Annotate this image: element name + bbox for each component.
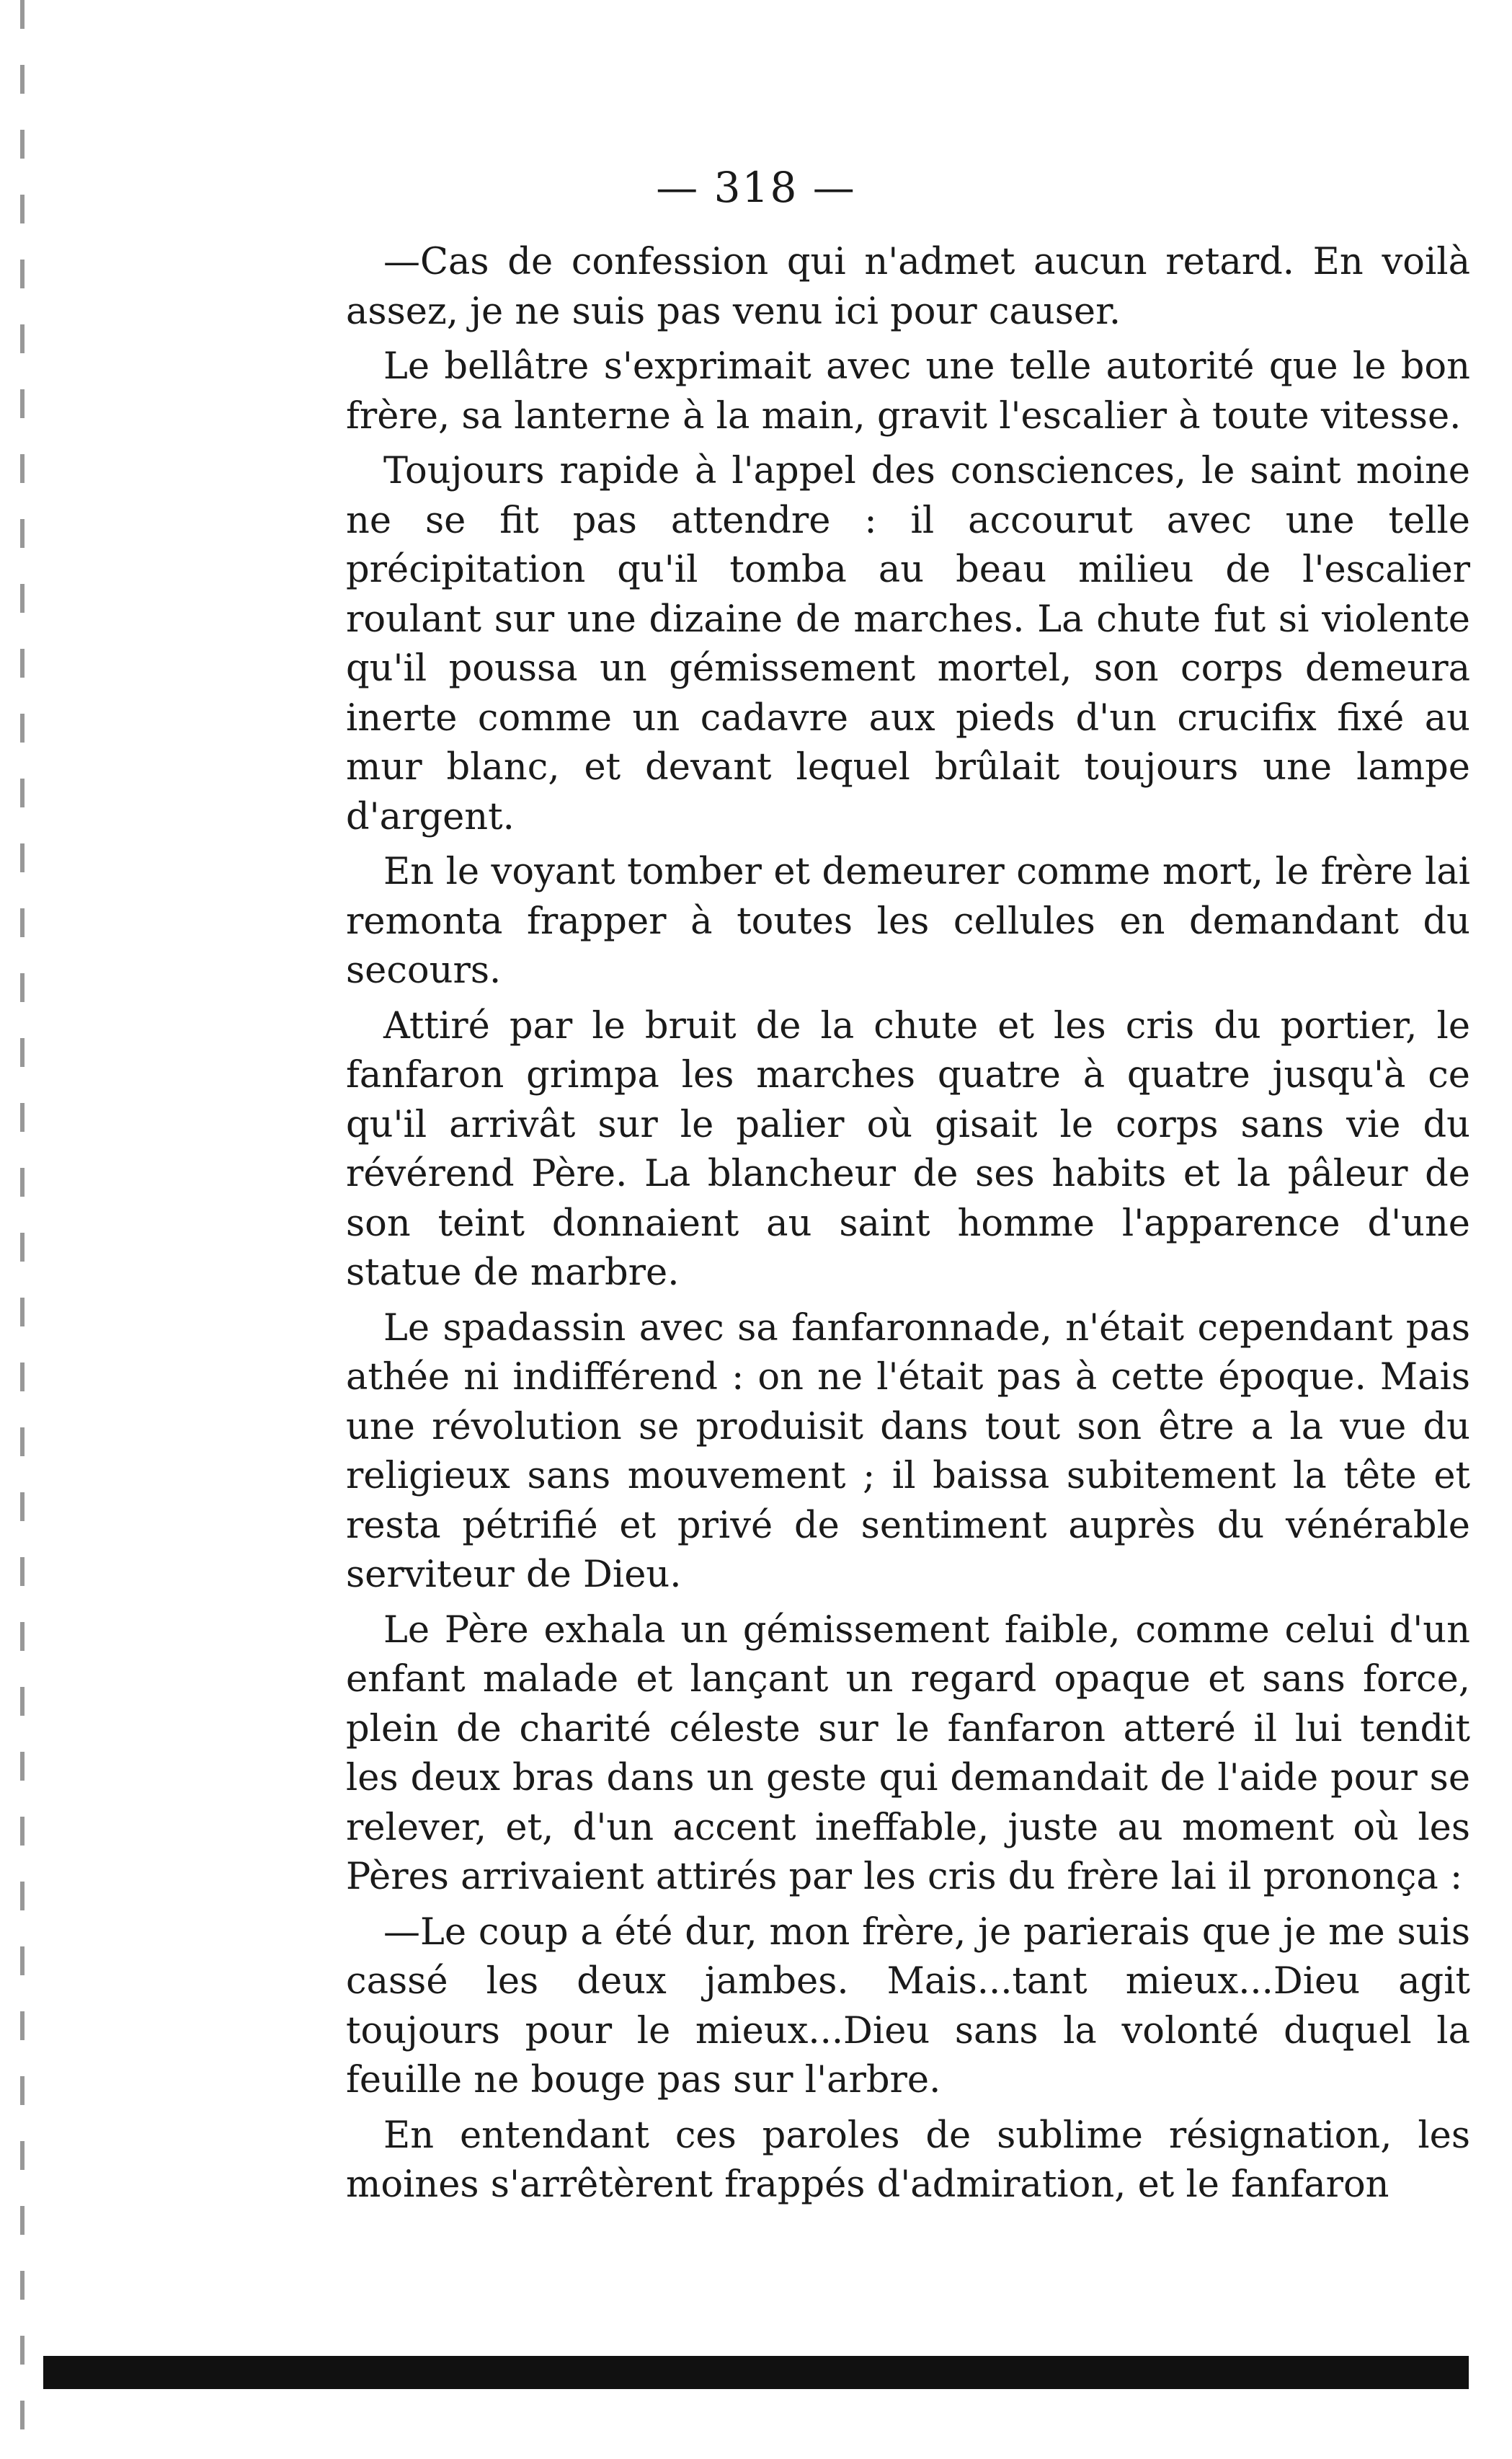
paragraph: Le Père exhala un gémissement faible, comme celui d'un enfant malade et lançant un regard opaque et sans force, plein de charité céleste sur le fanfaron atteré il lui tendit les deux bras dans un geste qui demandait de l'aide pour se relever, et, d'un accent ineffable, juste au moment où les Pères arrivaient attirés par les cris du frère lai il prononça : bbox=[346, 1608, 1470, 1898]
paragraph: Attiré par le bruit de la chute et les cris du portier, le fanfaron grimpa les marches quatre à quatre jusqu'à ce qu'il arrivât sur le palier où gisait le corps sans vie du révérend Père. La blancheur de ses habits et la pâleur de son teint donnaient au saint homme l'apparence d'une statue de marbre. bbox=[346, 1004, 1470, 1294]
paragraph: En le voyant tomber et demeurer comme mort, le frère lai remonta frapper à toutes les cellules en demandant du secours. bbox=[346, 851, 1470, 992]
scan-bottom-border bbox=[43, 2356, 1469, 2389]
paragraph: —Le coup a été dur, mon frère, je parierais que je me suis cassé les deux jambes. Mais...tant mieux...Dieu agit toujours pour le mieux...Dieu sans la volonté duquel la feuille ne bouge pas sur l'arbre. bbox=[346, 1910, 1470, 2101]
body-text bbox=[346, 238, 1470, 2210]
paragraph: Le bellâtre s'exprimait avec une telle autorité que le bon frère, sa lanterne à la main, gravit l'escalier à toute vitesse. bbox=[346, 345, 1470, 438]
scan-edge-artifact bbox=[20, 0, 25, 2459]
page-number: — 318 — bbox=[656, 163, 856, 212]
paragraph: En entendant ces paroles de sublime résignation, les moines s'arrêtèrent frappés d'admiration, et le fanfaron bbox=[346, 2114, 1470, 2206]
paragraph: Le spadassin avec sa fanfaronnade, n'était cependant pas athée ni indifférend : on ne l'était pas à cette époque. Mais une révolution se produisit dans tout son être a la vue du religieux sans mouvement ; il baissa subitement la tête et resta pétrifié et privé de sentiment auprès du vénérable serviteur de Dieu. bbox=[346, 1306, 1470, 1596]
paragraph: Toujours rapide à l'appel des consciences, le saint moine ne se fit pas attendre : il accourut avec une telle précipitation qu'il tomba au beau milieu de l'escalier roulant sur une dizaine de marches. La chute fut si violente qu'il poussa un gémissement mortel, son corps demeura inerte comme un cadavre aux pieds d'un crucifix fixé au mur blanc, et devant lequel brûlait toujours une lampe d'argent. bbox=[346, 450, 1470, 838]
paragraph: —Cas de confession qui n'admet aucun retard. En voilà assez, je ne suis pas venu ici pour causer. bbox=[346, 241, 1470, 333]
